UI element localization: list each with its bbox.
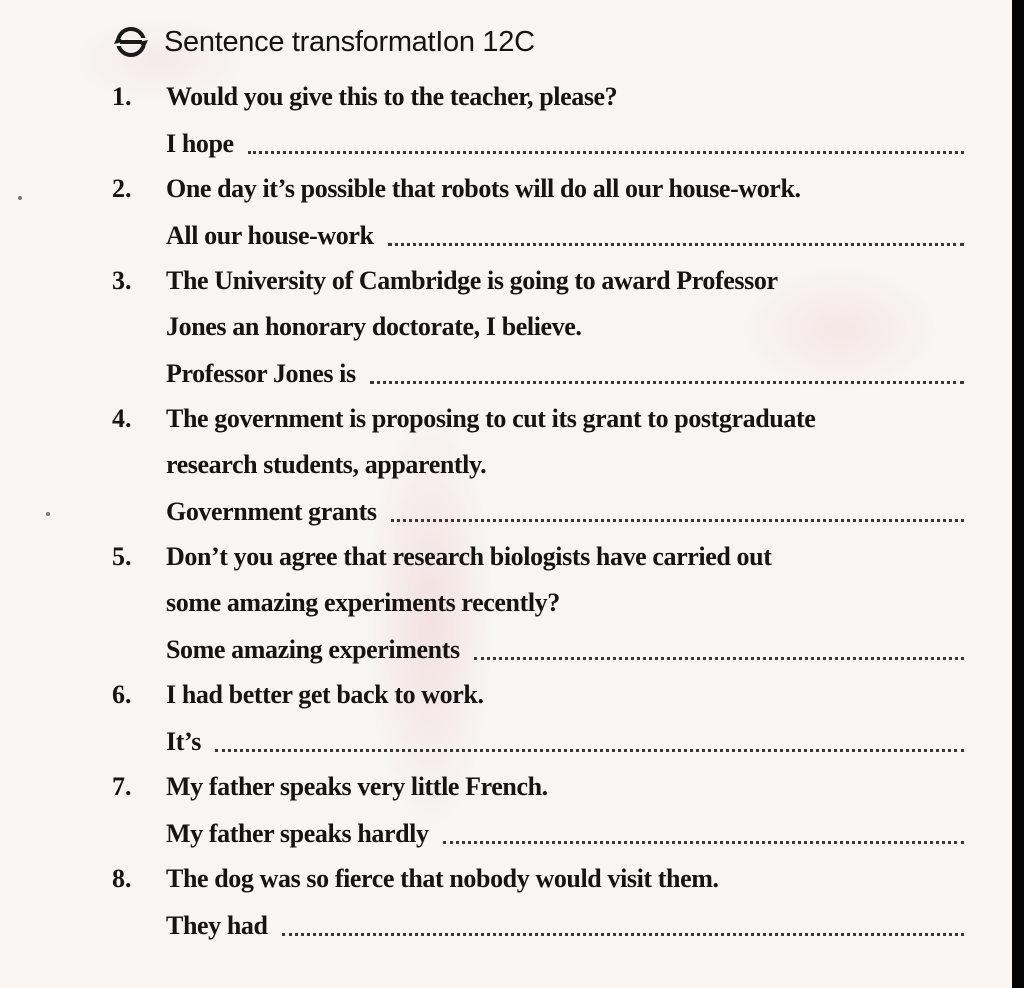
- item-number: 7.: [112, 772, 132, 801]
- answer-row: [166, 212, 964, 256]
- item-number: 8.: [112, 864, 132, 893]
- source-sentence-line: research students, apparently.: [166, 450, 487, 479]
- item-number: 5.: [112, 542, 132, 571]
- answer-stem: They had: [166, 911, 268, 940]
- answer-blank-line[interactable]: [248, 150, 964, 154]
- exercise-item: [112, 856, 964, 946]
- source-sentence-line: One day it’s possible that robots will do all our house-work.: [166, 174, 801, 203]
- answer-row: [166, 810, 964, 854]
- source-sentence-line: some amazing experiments recently?: [166, 588, 560, 617]
- answer-blank-line[interactable]: [391, 518, 964, 522]
- worksheet-heading: [112, 14, 535, 70]
- source-sentence-line: I had better get back to work.: [166, 680, 484, 709]
- heading-title: Sentence transformatIon 12C: [164, 25, 535, 58]
- exercise-item: [112, 74, 964, 164]
- answer-blank-line[interactable]: [388, 242, 964, 246]
- item-number: 4.: [112, 404, 132, 433]
- answer-row: [166, 718, 964, 762]
- exercise-item: [112, 166, 964, 256]
- answer-stem: All our house-work: [166, 221, 374, 250]
- answer-blank-line[interactable]: [474, 656, 964, 660]
- answer-blank-line[interactable]: [370, 380, 964, 384]
- source-sentence-line: Would you give this to the teacher, please?: [166, 82, 618, 111]
- answer-stem: Some amazing experiments: [166, 635, 460, 664]
- source-sentence-line: The University of Cambridge is going to award Professor: [166, 266, 778, 295]
- answer-stem: I hope: [166, 129, 234, 158]
- answer-blank-line[interactable]: [282, 932, 964, 936]
- paper-speck: [46, 512, 50, 516]
- source-sentence-line: The dog was so fierce that nobody would visit them.: [166, 864, 719, 893]
- circular-arrows-icon: [112, 23, 150, 61]
- exercise-list: [112, 74, 964, 946]
- answer-row: [166, 350, 964, 394]
- item-number: 6.: [112, 680, 132, 709]
- source-sentence-line: My father speaks very little French.: [166, 772, 548, 801]
- answer-blank-line[interactable]: [443, 840, 964, 844]
- item-number: 2.: [112, 174, 132, 203]
- answer-stem: Government grants: [166, 497, 377, 526]
- exercise-item: [112, 672, 964, 762]
- answer-row: [166, 902, 964, 946]
- answer-row: [166, 488, 964, 532]
- answer-row: [166, 626, 964, 670]
- item-number: 1.: [112, 82, 132, 111]
- answer-blank-line[interactable]: [215, 748, 964, 752]
- exercise-item: [112, 396, 964, 532]
- exercise-item: [112, 764, 964, 854]
- paper-speck: [18, 196, 22, 200]
- source-sentence-line: Don’t you agree that research biologists have carried out: [166, 542, 772, 571]
- source-sentence-line: Jones an honorary doctorate, I believe.: [166, 312, 582, 341]
- answer-stem: It’s: [166, 727, 201, 756]
- source-sentence-line: The government is proposing to cut its grant to postgraduate: [166, 404, 816, 433]
- exercise-item: [112, 534, 964, 670]
- page-edge: [1012, 0, 1024, 988]
- answer-row: [166, 120, 964, 164]
- answer-stem: My father speaks hardly: [166, 819, 429, 848]
- exercise-item: [112, 258, 964, 394]
- item-number: 3.: [112, 266, 132, 295]
- answer-stem: Professor Jones is: [166, 359, 356, 388]
